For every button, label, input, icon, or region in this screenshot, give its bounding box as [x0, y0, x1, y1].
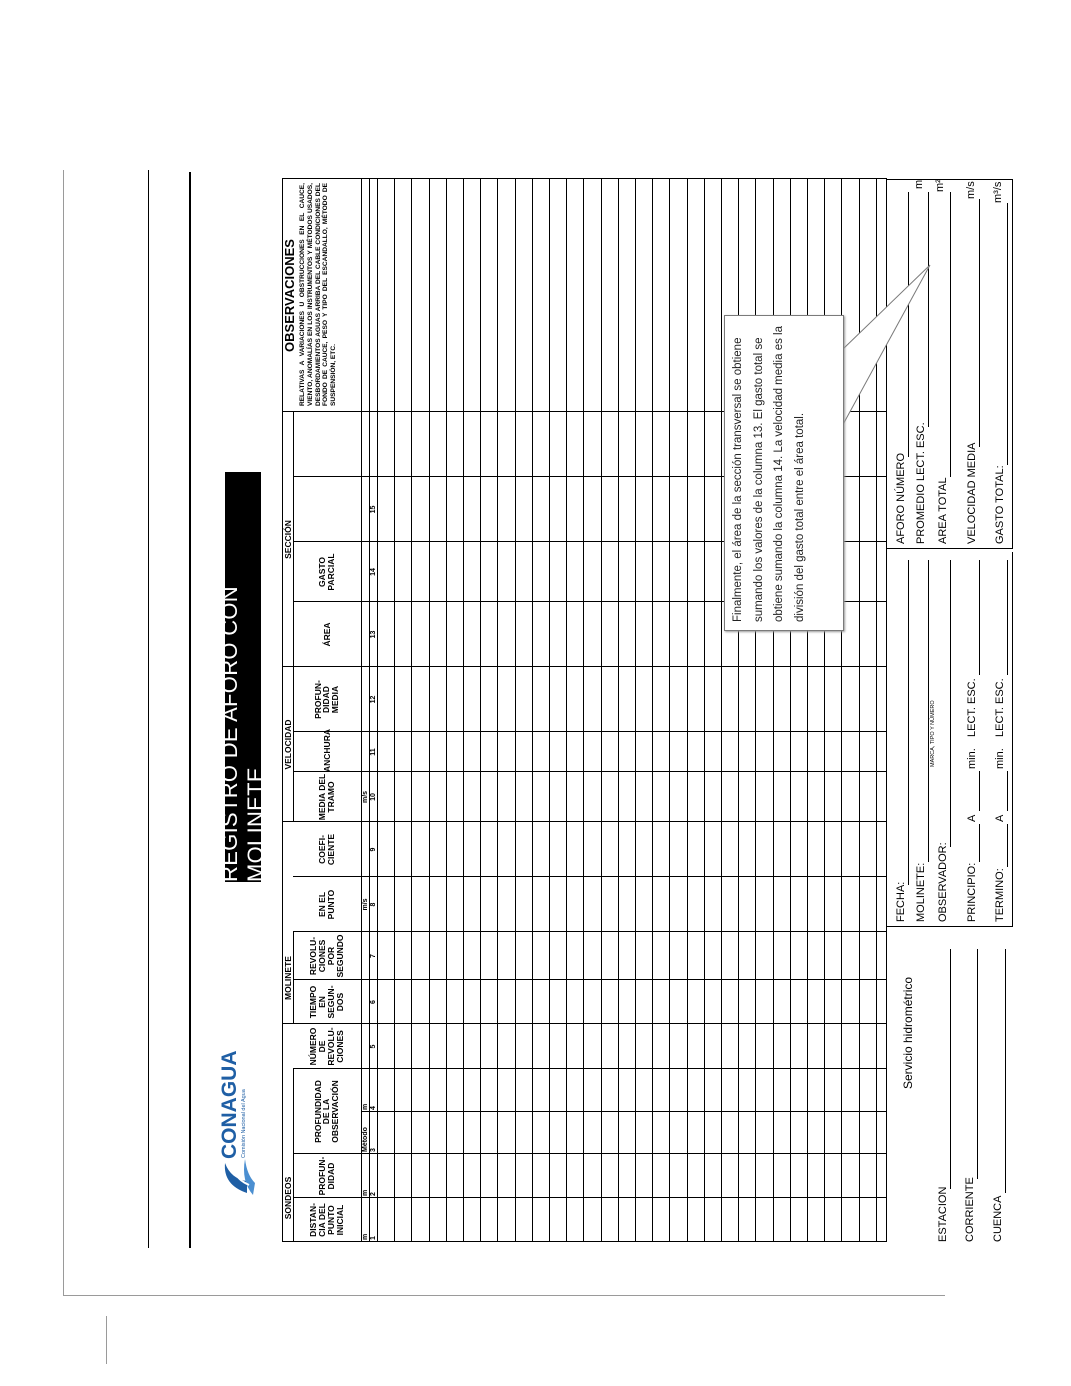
row-line — [394, 178, 395, 1242]
principio-line-3 — [979, 560, 980, 675]
row-line — [618, 178, 619, 1242]
column-line — [282, 1241, 887, 1242]
row-line — [549, 178, 550, 1242]
promedio-label: PROMEDIO LECT. ESC. — [915, 422, 927, 544]
column-line — [293, 771, 887, 772]
row-line — [704, 178, 705, 1242]
column-number-6: 6 — [369, 1000, 377, 1004]
termino-line-3 — [1007, 560, 1008, 675]
group-sondeos: SONDEOS — [283, 1176, 293, 1220]
column-line — [293, 876, 887, 877]
page-footer-mark — [106, 1316, 107, 1364]
row-line — [601, 178, 602, 1242]
column-header-7: REVOLU- CIONES POR SEGUNDO — [308, 934, 345, 978]
column-unit-8: m/s — [361, 898, 369, 911]
molinete-line — [928, 560, 929, 862]
group-seccion: SECCIÓN — [283, 520, 293, 559]
principio-min: min. — [966, 748, 978, 769]
area-total-unit: m² — [934, 179, 946, 192]
column-number-15: 15 — [369, 505, 377, 514]
termino-line-2 — [1007, 771, 1008, 811]
row-line — [635, 178, 636, 1242]
principio-label: PRINCIPIO: — [966, 862, 978, 922]
row-line — [532, 178, 533, 1242]
column-number-1: 1 — [369, 1236, 377, 1240]
velocidad-media-unit: m/s — [965, 181, 977, 199]
row-line — [515, 178, 516, 1242]
gasto-total-line — [1007, 203, 1008, 465]
group-divider — [293, 1068, 294, 1154]
header-bottom — [361, 178, 362, 412]
column-header-5: NÚMERO DE REVOLU- CIONES — [308, 1027, 345, 1066]
column-line — [293, 1197, 887, 1198]
marca-caption: MARCA, TIPO Y NÚMERO — [930, 700, 936, 767]
group-divider — [293, 411, 294, 667]
column-number-2: 2 — [369, 1192, 377, 1196]
column-number-4: 4 — [369, 1106, 377, 1110]
column-line — [293, 731, 887, 732]
column-number-14: 14 — [369, 568, 377, 576]
column-line — [282, 821, 887, 822]
principio-a: A — [966, 814, 978, 822]
column-unit-3: Método — [361, 1127, 369, 1152]
column-header-10: MEDIA DEL TRAMO — [317, 773, 336, 821]
column-header-14: GASTO PARCIAL — [317, 553, 336, 591]
column-unit-10: m/s — [361, 790, 369, 804]
column-header-9: COEFI- CIENTE — [317, 833, 336, 866]
column-line — [361, 1111, 887, 1112]
row-line — [480, 178, 481, 1242]
row-line — [429, 178, 430, 1242]
column-header-11: ANCHURA — [321, 729, 332, 772]
cuenca-label: CUENCA — [992, 1195, 1004, 1242]
column-header-8: EN EL PUNTO — [317, 889, 336, 920]
column-unit-4: m — [361, 1103, 369, 1110]
group-divider — [293, 666, 294, 822]
servicio-hidrometrico: Servicio hidrométrico — [901, 976, 915, 1089]
area-total-line — [950, 192, 951, 477]
row-line — [411, 178, 412, 1242]
column-header-3: PROFUNDIDAD DE LA OBSERVACIÓN — [312, 1080, 341, 1143]
group-molinete: MOLINETE — [283, 956, 293, 1000]
cuenca-line — [1005, 949, 1006, 1193]
row-line — [687, 178, 688, 1242]
column-number-8: 8 — [369, 902, 377, 907]
callout-text: Finalmente, el área de la sección transversal se obtiene sumando los valores de la columna 13. El gasto total se obtiene sumando la columna 14. La velocidad media es la división del gasto total entre el área total. — [732, 326, 806, 622]
column-number-13: 13 — [369, 630, 377, 639]
form-title: REGISTRO DE AFORO CON MOLINETE — [225, 472, 261, 882]
column-header-6: TIEMPO EN SEGUN- DOS — [308, 985, 345, 1019]
corriente-line — [977, 949, 978, 1179]
row-line — [669, 178, 670, 1242]
corriente-label: CORRIENTE — [964, 1177, 976, 1242]
row-line — [583, 178, 584, 1242]
column-number-11: 11 — [369, 748, 377, 756]
group-divider — [293, 931, 294, 1024]
termino-min: min. — [994, 748, 1006, 769]
column-line — [282, 178, 887, 179]
column-header-2: PROFUN- DIDAD — [317, 1156, 336, 1196]
conagua-logo — [215, 1050, 255, 1197]
row-line — [446, 178, 447, 1242]
column-line — [293, 1153, 887, 1154]
area-total-label: AREA TOTAL — [937, 477, 949, 544]
column-line — [282, 666, 887, 667]
observaciones-description: RELATIVAS A VARIACIONES U OBSTRUCCIONES EN EL CAUCE, VIENTO, ANOMALÍAS EN LOS INSTRUMENTOS Y MÉTODOS USADOS, DESBORDAMIENTOS AGUAS ARRIBA DEL CABLE CONDICIONES DEL FONDO DE CAUCE, PESO Y TIPO DEL ESCANDALLO, MÉTODO DE SUSPENSIÓN, ETC. — [299, 183, 338, 406]
estacion-label: ESTACION — [937, 1186, 949, 1242]
observador-label: OBSERVADOR: — [937, 842, 949, 922]
principio-line-2 — [979, 771, 980, 811]
outer-rule-thin — [148, 170, 149, 1248]
column-header-12: PROFUN- DIDAD MEDIA — [312, 680, 341, 719]
principio-line-1 — [979, 824, 980, 862]
column-line — [293, 979, 887, 980]
velocidad-media-label: VELOCIDAD MEDIA — [966, 442, 978, 544]
column-unit-2: m — [361, 1189, 369, 1196]
group-velocidad: VELOCIDAD — [283, 719, 293, 770]
column-number-3: 3 — [369, 1148, 377, 1152]
column-number-10: 10 — [369, 793, 377, 801]
principio-lect: LECT. ESC. — [966, 678, 978, 737]
fecha-line — [908, 560, 909, 885]
promedio-unit: m — [913, 179, 925, 189]
column-number-12: 12 — [369, 695, 377, 704]
termino-label: TERMINO: — [994, 868, 1006, 922]
callout-note — [724, 315, 844, 631]
velocidad-media-line — [979, 199, 980, 447]
logo-subtitle: Comisión Nacional del Agua — [241, 1089, 247, 1158]
page-margin-left — [63, 170, 64, 1296]
logo-name: CONAGUA — [218, 1050, 241, 1159]
termino-line-1 — [1007, 824, 1008, 867]
column-header-1: DISTAN- CIA DEL PUNTO INICIAL — [308, 1203, 345, 1237]
molinete-label: MOLINETE: — [915, 862, 927, 922]
termino-lect: LECT. ESC. — [994, 678, 1006, 737]
page-margin-bottom — [63, 1295, 945, 1296]
column-header-13: ÁREA — [321, 622, 332, 647]
fecha-label: FECHA: — [895, 881, 907, 922]
group-observaciones: OBSERVACIONES — [282, 239, 297, 352]
gasto-total-label: GASTO TOTAL: — [994, 465, 1006, 544]
column-number-7: 7 — [369, 954, 377, 958]
row-line — [652, 178, 653, 1242]
observador-line — [950, 560, 951, 847]
conagua-wave-icon — [217, 1157, 257, 1197]
aforo-numero-label: AFORO NÚMERO — [895, 452, 907, 544]
gasto-total-unit: m³/s — [992, 181, 1004, 203]
column-line — [293, 1068, 887, 1069]
row-line — [566, 178, 567, 1242]
row-line — [463, 178, 464, 1242]
row-line — [721, 178, 722, 1242]
column-number-5: 5 — [369, 1044, 377, 1049]
estacion-line — [950, 949, 951, 1189]
column-number-9: 9 — [369, 847, 377, 852]
column-unit-1: m — [361, 1233, 369, 1240]
column-line — [293, 931, 887, 932]
callout-pointer — [830, 255, 940, 455]
column-line — [282, 1023, 887, 1024]
row-line — [497, 178, 498, 1242]
numbers-bottom — [377, 178, 378, 1242]
termino-a: A — [994, 814, 1006, 822]
